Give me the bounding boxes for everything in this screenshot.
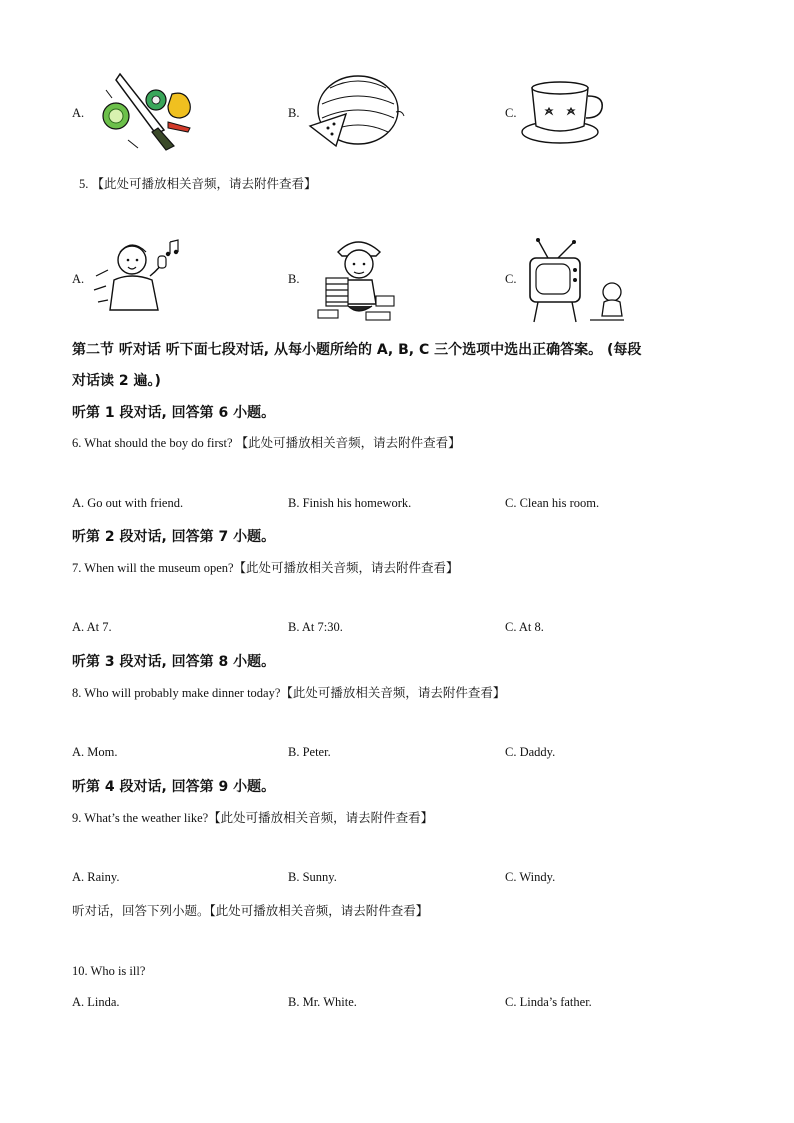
q8-header: 听第 3 段对话, 回答第 8 小题。	[72, 654, 276, 670]
q4-option-c-label: C.	[505, 106, 517, 120]
q4-option-a-label: A.	[72, 106, 85, 120]
q6-option-a: A. Go out with friend.	[72, 496, 184, 510]
q5-option-c-label: C.	[505, 272, 517, 286]
q5-option-a-label: A.	[72, 272, 85, 286]
q7-header: 听第 2 段对话, 回答第 7 小题。	[72, 529, 276, 545]
q7-option-b: B. At 7:30.	[288, 620, 343, 634]
q9-header: 听第 4 段对话, 回答第 9 小题。	[72, 779, 276, 795]
q6-option-c: C. Clean his room.	[505, 496, 600, 510]
q8-option-a: A. Mom.	[72, 745, 118, 759]
q5-text: 5. 【此处可播放相关音频，请去附件查看】	[79, 177, 317, 191]
section2-title-line2: 对话读 2 遍。)	[72, 373, 161, 389]
q8-option-c: C. Daddy.	[505, 745, 556, 759]
q10-option-b: B. Mr. White.	[288, 995, 357, 1009]
q7-option-a: A. At 7.	[72, 620, 112, 634]
child-watching-tv-icon	[524, 236, 630, 326]
q10-text: 10. Who is ill?	[72, 964, 146, 978]
q5-option-b-label: B.	[288, 272, 300, 286]
q10-option-c: C. Linda’s father.	[505, 995, 592, 1009]
q8-option-b: B. Peter.	[288, 745, 331, 759]
q9-option-a: A. Rainy.	[72, 870, 120, 884]
q10-intro: 听对话，回答下列小题。【此处可播放相关音频，请去附件查看】	[72, 903, 429, 918]
q7-text: 7. When will the museum open?【此处可播放相关音频，请去附件查看】	[72, 561, 459, 575]
q6-option-b: B. Finish his homework.	[288, 496, 412, 510]
q9-option-c: C. Windy.	[505, 870, 556, 884]
watermelon-icon	[306, 74, 406, 150]
boy-singing-icon	[92, 236, 184, 318]
q6-header: 听第 1 段对话, 回答第 6 小题。	[72, 405, 276, 421]
q8-text: 8. Who will probably make dinner today?【此处可播放相关音频，请去附件查看】	[72, 686, 506, 700]
q4-option-b-label: B.	[288, 106, 300, 120]
section2-title-line1: 第二节 听对话 听下面七段对话, 从每小题所给的 A, B, C 三个选项中选出正确答案。 (每段	[72, 342, 642, 358]
tea-cup-icon	[520, 78, 610, 146]
vegetables-knife-icon	[98, 70, 198, 152]
boy-folding-clothes-icon	[312, 232, 404, 326]
q6-text: 6. What should the boy do first? 【此处可播放相关音频，请去附件查看】	[72, 436, 461, 450]
q9-text: 9. What’s the weather like?【此处可播放相关音频，请去附件查看】	[72, 811, 434, 825]
q7-option-c: C. At 8.	[505, 620, 544, 634]
q9-option-b: B. Sunny.	[288, 870, 337, 884]
q10-option-a: A. Linda.	[72, 995, 120, 1009]
